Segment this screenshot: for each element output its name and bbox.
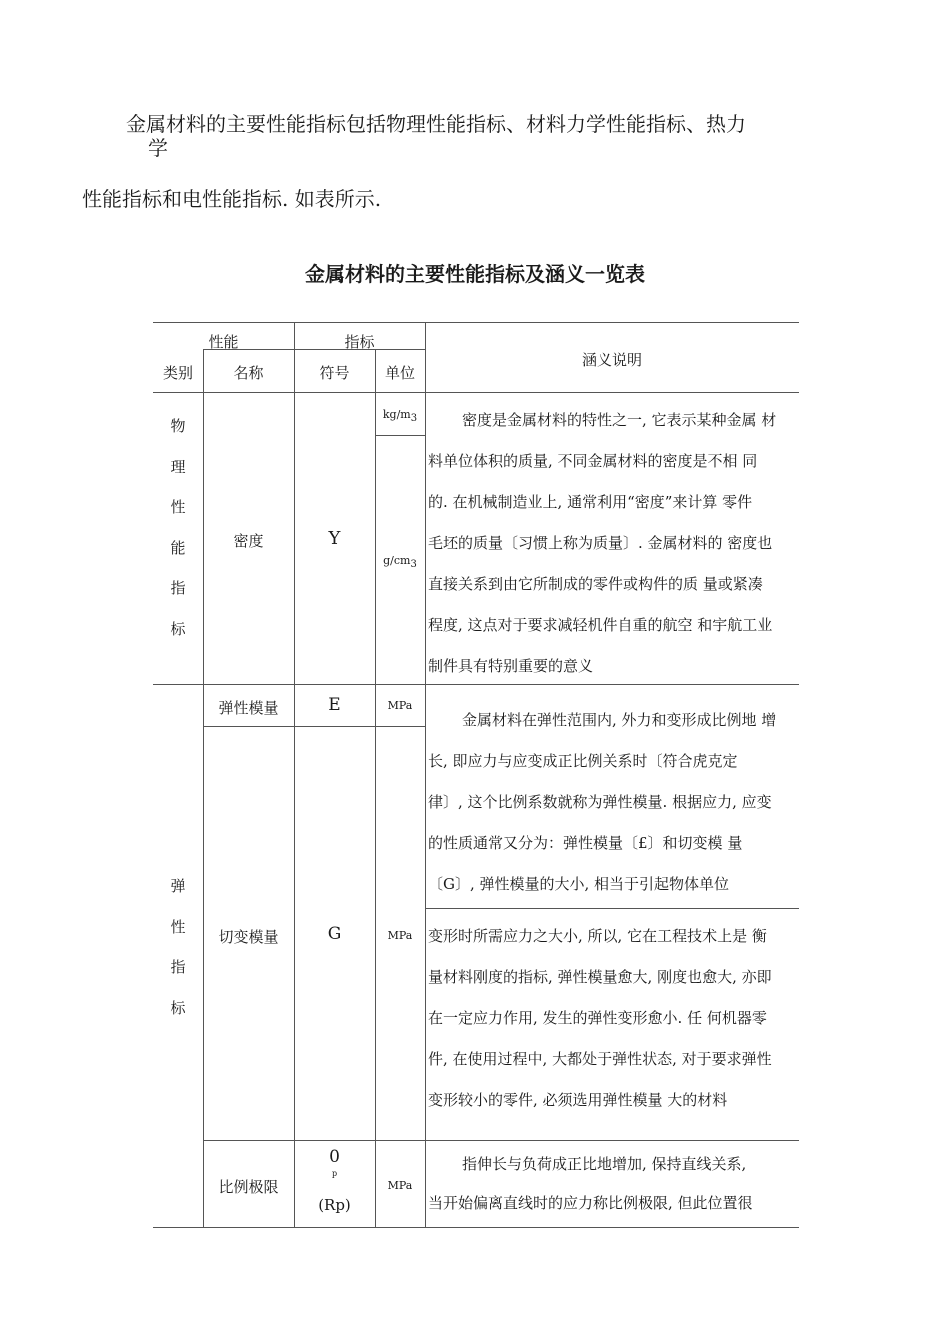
header-symbol: 符号 bbox=[319, 364, 350, 382]
proportional-limit-description: 指伸长与负荷成正比地增加, 保持直线关系, 当开始偏离直线时的应力称比例极限, 但此位置很 bbox=[428, 1155, 753, 1212]
intro-line-1-wrap: 学 bbox=[148, 136, 168, 160]
category-char: 物 bbox=[170, 417, 186, 435]
proportional-limit-symbol: 0 bbox=[329, 1147, 340, 1167]
proportional-limit-unit: MPa bbox=[387, 1179, 413, 1192]
category-char: 性 bbox=[170, 498, 186, 516]
density-unit-kg: $kg/m_3$ bbox=[382, 408, 418, 425]
density-name: 密度 bbox=[233, 532, 264, 550]
header-index: 指标 bbox=[344, 333, 375, 351]
modulus-name: 弹性模量 bbox=[218, 699, 279, 717]
category-char: 标 bbox=[170, 998, 186, 1017]
elastic-description-a: 金属材料在弹性范围内, 外力和变形成比例地 增 长, 即应力与应变成正比例关系时〔符合虎克定 律〕, 这个比例系数就称为弹性模量. 根据应力, 应变 的性质通常又分为：弹性模量〔£〕和切变模 量 〔G〕, 弹性模量的大小, 相当于引起物体单位 bbox=[428, 711, 777, 893]
density-unit-g: $g/cm_3$ bbox=[383, 554, 417, 571]
intro-line-1: 金属材料的主要性能指标包括物理性能指标、材料力学性能指标、热力 bbox=[126, 112, 746, 136]
category-char: 性 bbox=[170, 917, 186, 936]
category-char: 指 bbox=[170, 579, 186, 597]
intro-line-2: 性能指标和电性能指标. 如表所示. bbox=[82, 187, 382, 211]
proportional-limit-name: 比例极限 bbox=[218, 1178, 279, 1196]
proportional-limit-alt-symbol: (Rp) bbox=[318, 1196, 351, 1214]
shear-unit: MPa bbox=[387, 929, 413, 942]
header-meaning: 涵义说明 bbox=[581, 351, 642, 369]
header-category: 类别 bbox=[162, 364, 193, 382]
category-char: 指 bbox=[170, 958, 186, 976]
header-property: 性能 bbox=[208, 333, 239, 351]
category-physical bbox=[153, 406, 203, 649]
header-unit: 单位 bbox=[384, 364, 415, 382]
density-symbol: Y bbox=[328, 528, 341, 549]
shear-name: 切变模量 bbox=[218, 928, 279, 946]
category-char: 理 bbox=[170, 457, 186, 476]
table-title: 金属材料的主要性能指标及涵义一览表 bbox=[305, 262, 645, 286]
density-description: 密度是金属材料的特性之一, 它表示某种金属 材 料单位体积的质量, 不同金属材料的密度是不相 同 的. 在机械制造业上, 通常利用“密度”来计算 零件 毛坯的质量〔习惯上称为质量〕. 金属材料的 密度也 直接关系到由它所制成的零件或构件的质 量或紧凑 程度, 这点对于要求减轻机件自重的航空 和宇航工业 制件具有特别重要的意义 bbox=[428, 411, 777, 675]
shear-symbol: G bbox=[327, 924, 342, 944]
category-char: 能 bbox=[170, 538, 186, 557]
modulus-symbol: E bbox=[328, 695, 341, 715]
header-name: 名称 bbox=[233, 364, 264, 382]
proportional-limit-subscript: p bbox=[331, 1169, 338, 1178]
category-char: 弹 bbox=[170, 877, 186, 895]
modulus-unit: MPa bbox=[387, 699, 413, 712]
category-char: 标 bbox=[170, 619, 186, 638]
category-elastic bbox=[153, 866, 203, 1028]
elastic-description-b: 变形时所需应力之大小, 所以, 它在工程技术上是 衡 量材料刚度的指标, 弹性模量愈大, 刚度也愈大, 亦即 在一定应力作用, 发生的弹性变形愈小. 任 何机器零 件, 在使用过程中, 大都处于弹性状态, 对于要求弹性 变形较小的零件, 必须选用弹性模量 大的材料 bbox=[428, 927, 772, 1109]
